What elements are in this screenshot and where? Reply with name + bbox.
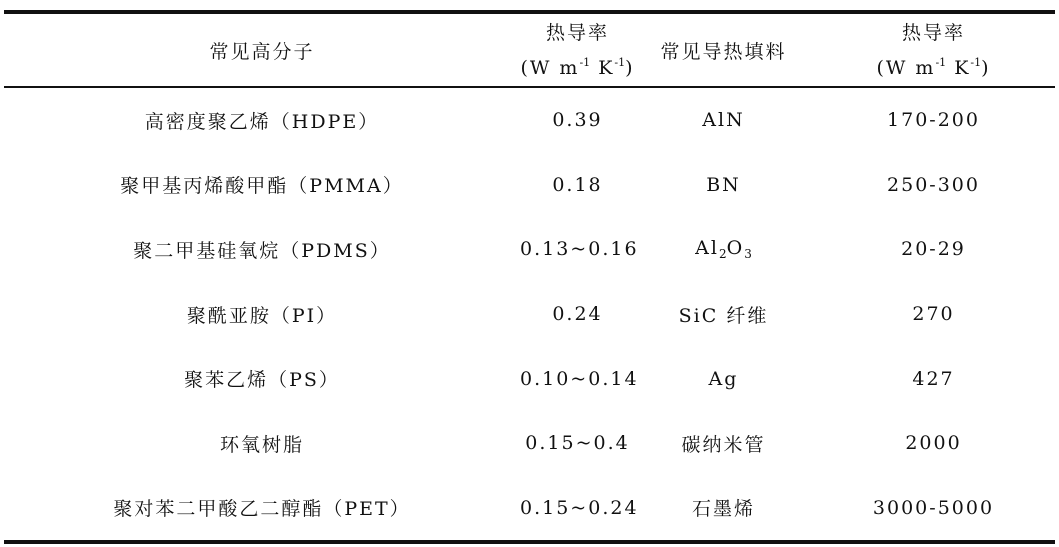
polymer-conductivity: 0.15~0.24 <box>520 496 639 519</box>
filler-name: 石墨烯 <box>691 498 755 521</box>
table-body <box>4 88 1055 540</box>
filler-name: Ag <box>708 367 739 390</box>
filler-name: 碳纳米管 <box>681 433 766 456</box>
header-polymer-conductivity-unit: (W $m^{-1}$ $K^{-1}$) <box>520 55 635 79</box>
filler-name: $Al_2O_3$ <box>695 237 752 262</box>
bottom-rule <box>4 540 1055 544</box>
polymer-conductivity: 0.15~0.4 <box>525 432 630 455</box>
filler-name: SiC 纤维 <box>678 304 769 327</box>
table-row <box>4 282 1055 347</box>
polymer-name: 聚甲基丙烯酸甲酯（PMMA） <box>120 175 404 198</box>
filler-conductivity: 170-200 <box>887 109 980 132</box>
header-filler-conductivity-label: 热导率 <box>901 21 965 44</box>
header-filler-conductivity-unit: (W $m^{-1}$ $K^{-1}$) <box>876 55 991 79</box>
table-row <box>4 153 1055 218</box>
filler-conductivity: 2000 <box>905 432 962 455</box>
polymer-name: 聚酰亚胺（PI） <box>186 304 338 327</box>
table-row <box>4 88 1055 153</box>
header-polymer-conductivity <box>520 18 635 83</box>
polymer-conductivity: 0.39 <box>552 109 603 132</box>
polymer-name: 高密度聚乙烯（HDPE） <box>144 110 380 133</box>
table-row <box>4 411 1055 476</box>
header-filler: 常见导热填料 <box>660 40 787 63</box>
polymer-conductivity: 0.24 <box>552 303 603 326</box>
filler-conductivity: 427 <box>912 367 955 390</box>
table-row <box>4 346 1055 411</box>
filler-conductivity: 3000-5000 <box>872 496 995 519</box>
filler-name: AlN <box>702 109 745 132</box>
header-polymer: 常见高分子 <box>209 40 315 63</box>
thermal-conductivity-table <box>4 10 1055 544</box>
filler-name: BN <box>706 173 741 196</box>
filler-conductivity: 20-29 <box>901 238 966 261</box>
polymer-conductivity: 0.13~0.16 <box>520 238 639 261</box>
polymer-conductivity: 0.18 <box>552 173 603 196</box>
polymer-name: 聚苯乙烯（PS） <box>184 369 340 392</box>
polymer-name: 聚对苯二甲酸乙二醇酯（PET） <box>113 498 411 521</box>
header-row <box>4 14 1055 86</box>
table-row <box>4 476 1055 541</box>
polymer-name: 环氧树脂 <box>219 433 304 456</box>
header-filler-conductivity <box>812 18 1055 83</box>
filler-conductivity: 250-300 <box>887 173 980 196</box>
header-polymer-conductivity-label: 热导率 <box>545 21 609 44</box>
filler-conductivity: 270 <box>912 303 955 326</box>
polymer-conductivity: 0.10~0.14 <box>520 367 639 390</box>
polymer-name: 聚二甲基硅氧烷（PDMS） <box>133 239 391 262</box>
table-row <box>4 217 1055 282</box>
